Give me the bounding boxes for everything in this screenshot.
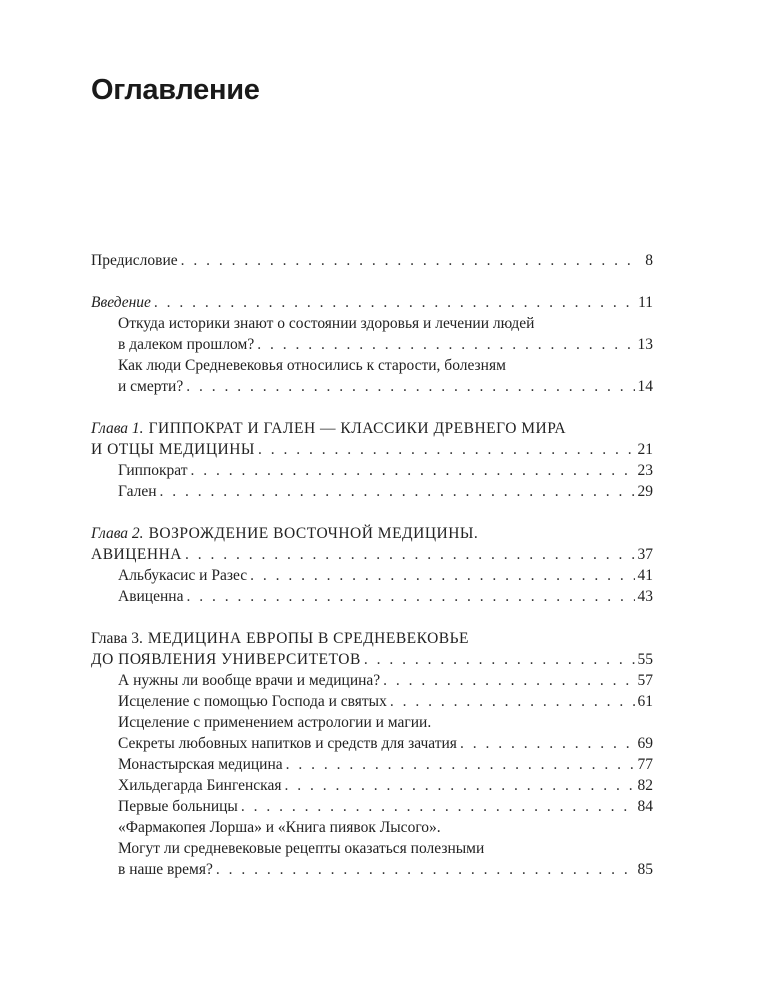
toc-page-number: 13 [637, 336, 653, 353]
chapter-prefix: Глава 2. [91, 525, 144, 542]
dot-leader [181, 250, 636, 271]
dot-leader [154, 292, 635, 313]
toc-subentry-label: Монастырская медицина [118, 756, 283, 773]
toc-page-number: 43 [637, 588, 653, 605]
chapter-title-line2: ДО ПОЯВЛЕНИЯ УНИВЕРСИТЕТОВ [91, 651, 361, 668]
toc-subentry[interactable] [91, 586, 653, 607]
toc-subentry-label-line2: и смерти? [118, 378, 184, 395]
toc-page-number: 85 [637, 861, 653, 878]
dot-leader [160, 481, 635, 502]
toc-subentry[interactable] [91, 691, 653, 712]
toc-subentry[interactable] [91, 565, 653, 586]
dot-leader [186, 586, 634, 607]
toc-page-number: 8 [645, 252, 653, 269]
toc-entry-intro[interactable] [91, 292, 653, 313]
toc-subentry[interactable] [91, 670, 653, 691]
toc-page-number: 57 [637, 672, 653, 689]
chapter-title-line1: МЕДИЦИНА ЕВРОПЫ В СРЕДНЕВЕКОВЬЕ [147, 630, 470, 647]
dot-leader [286, 754, 635, 775]
toc-subentry[interactable] [91, 355, 653, 397]
dot-leader [216, 859, 635, 880]
dot-leader [258, 439, 635, 460]
toc-chapter-heading[interactable] [91, 418, 653, 460]
toc-subentry-label-line2: в далеком прошлом? [118, 336, 255, 353]
chapter-prefix: Глава 1. [91, 420, 144, 437]
toc-subentry-label: Секреты любовных напитков и средств для зачатия [118, 735, 457, 752]
toc-subentry[interactable] [91, 481, 653, 502]
toc-subentry-label-line1: Как люди Средневековья относились к старости, болезням [118, 357, 506, 374]
toc-page-number: 82 [637, 777, 653, 794]
toc-page-number: 55 [637, 651, 653, 668]
page-title: Оглавление [91, 74, 260, 106]
toc-subentry-label: А нужны ли вообще врачи и медицина? [118, 672, 381, 689]
chapter-title-line1: ВОЗРОЖДЕНИЕ ВОСТОЧНОЙ МЕДИЦИНЫ. [148, 525, 479, 542]
dot-leader [191, 460, 635, 481]
toc-section-chapter-1 [91, 418, 653, 502]
toc-page-number: 61 [637, 693, 653, 710]
toc-subentry[interactable] [91, 313, 653, 355]
dot-leader [185, 544, 635, 565]
toc-page-number: 11 [638, 294, 653, 311]
toc-subentry-label-line1: Могут ли средневековые рецепты оказаться полезными [118, 840, 485, 857]
chapter-title-line2: АВИЦЕННА [91, 546, 182, 563]
dot-leader [186, 376, 634, 397]
dot-leader [241, 796, 635, 817]
toc-subentry-label: Первые больницы [118, 798, 238, 815]
toc-page-number: 23 [637, 462, 653, 479]
toc-subentry-label: Исцеление с применением астрологии и магии. [118, 714, 432, 731]
toc-entry-label: Предисловие [91, 252, 178, 269]
toc-section-intro [91, 292, 653, 397]
toc-section-preface [91, 250, 653, 271]
dot-leader [390, 691, 635, 712]
toc-entry-preface[interactable] [91, 250, 653, 271]
toc-page-number: 29 [637, 483, 653, 500]
toc-page-number: 14 [637, 378, 653, 395]
toc-subentry[interactable] [91, 460, 653, 481]
toc-subentry-label: Исцеление с помощью Господа и святых [118, 693, 387, 710]
toc-section-chapter-2 [91, 523, 653, 607]
toc-page-number: 69 [637, 735, 653, 752]
dot-leader [257, 334, 634, 355]
chapter-prefix: Глава 3. [91, 630, 143, 647]
toc-subentry-label-line1: Откуда историки знают о состоянии здоровья и лечении людей [118, 315, 535, 332]
toc-subentry[interactable] [91, 712, 653, 733]
dot-leader [284, 775, 634, 796]
toc-subentry-label: Гиппократ [118, 462, 188, 479]
dot-leader [460, 733, 635, 754]
toc-page-number: 84 [637, 798, 653, 815]
chapter-title-line2: И ОТЦЫ МЕДИЦИНЫ [91, 441, 255, 458]
chapter-title-line1: ГИППОКРАТ И ГАЛЕН — КЛАССИКИ ДРЕВНЕГО МИРА [148, 420, 567, 437]
table-of-contents [91, 250, 653, 901]
toc-page-number: 77 [637, 756, 653, 773]
toc-section-chapter-3 [91, 628, 653, 880]
toc-subentry[interactable] [91, 775, 653, 796]
toc-subentry[interactable] [91, 796, 653, 817]
toc-subentry[interactable] [91, 733, 653, 754]
toc-subentry-label: Альбукасис и Разес [118, 567, 248, 584]
toc-subentry[interactable] [91, 838, 653, 880]
toc-page-number: 41 [637, 567, 653, 584]
dot-leader [364, 649, 635, 670]
toc-subentry-label: «Фармакопея Лорша» и «Книга пиявок Лысого». [118, 819, 441, 836]
toc-chapter-heading[interactable] [91, 628, 653, 670]
toc-entry-label: Введение [91, 294, 151, 311]
toc-subentry-label: Гален [118, 483, 157, 500]
toc-page-number: 21 [637, 441, 653, 458]
toc-chapter-heading[interactable] [91, 523, 653, 565]
toc-subentry[interactable] [91, 817, 653, 838]
dot-leader [250, 565, 634, 586]
dot-leader [383, 670, 634, 691]
toc-subentry[interactable] [91, 754, 653, 775]
toc-subentry-label-line2: в наше время? [118, 861, 213, 878]
toc-page-number: 37 [637, 546, 653, 563]
toc-subentry-label: Авиценна [118, 588, 184, 605]
toc-subentry-label: Хильдегарда Бингенская [118, 777, 282, 794]
